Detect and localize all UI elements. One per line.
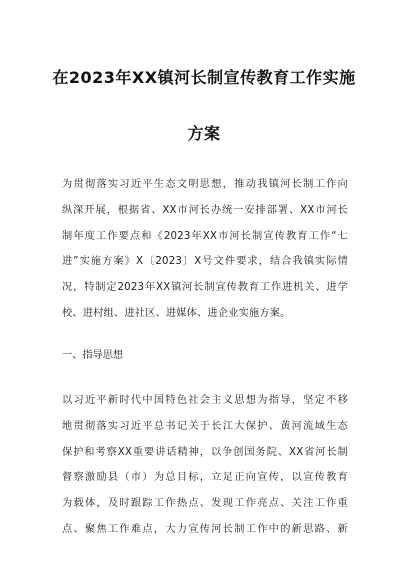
intro-paragraph <box>62 172 348 327</box>
intro-line: 进”实施方案》X〔2023〕X号文件要求，结合我镇实际情 <box>62 256 348 268</box>
document-title-line-2: 方案 <box>187 124 221 143</box>
intro-line: 纵深开展，根据省、XX市河长办统一安排部署、XX市河长 <box>62 204 348 216</box>
intro-line: 校、进村组、进社区、进媒体、进企业实施方案。 <box>62 307 291 319</box>
guiding-thought-paragraph <box>62 388 348 543</box>
body-line: 以习近平新时代中国特色社会主义思想为指导，坚定不移 <box>62 395 348 406</box>
document-title-line-1: 在2023年XX镇河长制宣传教育工作实施 <box>52 68 356 87</box>
intro-line: 为贯彻落实习近平生态文明思想，推动我镇河长制工作向 <box>62 179 348 190</box>
section-heading-guiding-thought: 一、指导思想 <box>62 350 124 361</box>
body-line: 保护和考察XX重要讲话精神，以争创国务院、XX省河长制 <box>62 446 348 458</box>
body-line: 督察激励县（市）为总目标，立足正向宣传，以宣传教育 <box>62 472 348 484</box>
intro-line: 制年度工作要点和《2023年XX市河长制宣传教育工作“七 <box>62 230 348 242</box>
body-line: 地贯彻落实习近平总书记关于长江大保护、黄河流域生态 <box>62 420 348 432</box>
intro-line: 况，特制定2023年XX镇河长制宣传教育工作进机关、进学 <box>62 282 348 294</box>
body-line: 为载体，及时跟踪工作热点、发现工作亮点、关注工作重 <box>62 498 348 510</box>
body-line: 点、聚焦工作难点，大力宣传河长制工作中的新思路、新 <box>62 523 348 535</box>
